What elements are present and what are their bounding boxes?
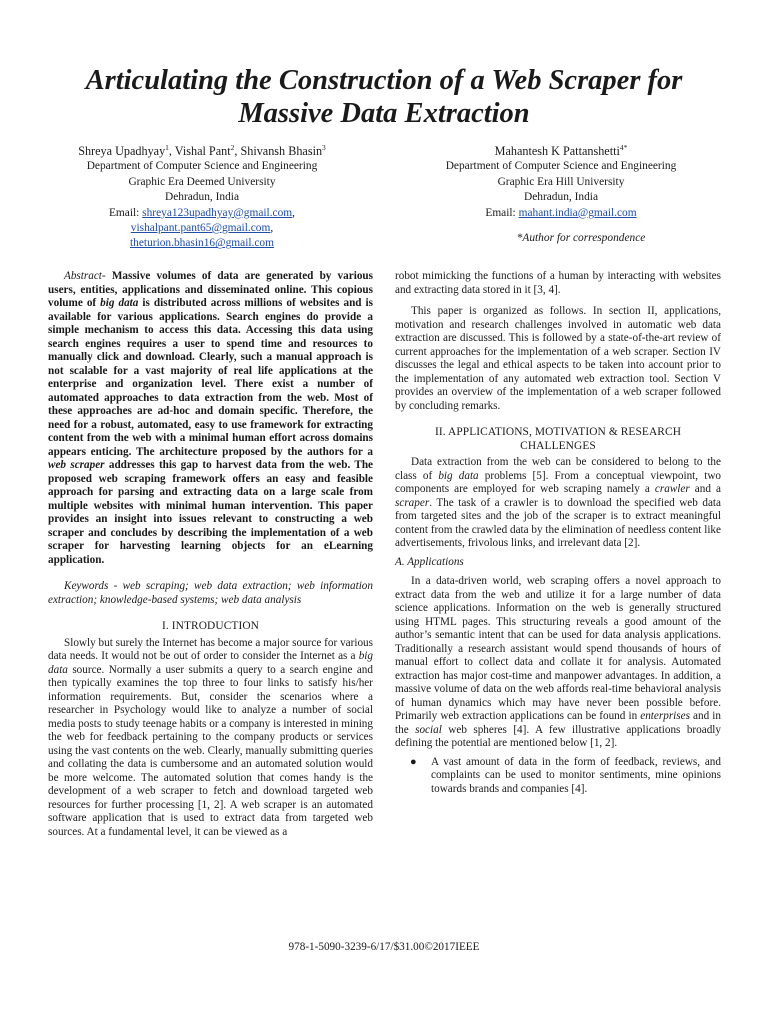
s2-text-4: . The task of a crawler is to download the specified web data from targeted sites and the job of the scraper is to extract meaningful content from the crawled data by the elimination of needless content like advertisements, frivolous links, and irrelevant data [2]. [395,496,721,549]
author-university-left: Graphic Era Deemed University [128,175,276,188]
email-link-1[interactable]: shreya123upadhyay@gmail.com [142,206,293,219]
abstract-italic-2: web scraper [48,459,105,471]
abstract-italic-1: big data [100,297,139,309]
author-university-right: Graphic Era Hill University [497,175,625,188]
section-heading-introduction: I. INTRODUCTION [161,620,260,632]
applications-bullet-list [395,756,721,797]
section2-paragraph [395,456,721,551]
email-link-2[interactable]: vishalpant.pant65@gmail.com [130,222,271,235]
author-department-left: Department of Computer Science and Engineering [86,160,318,173]
list-item [395,756,721,797]
author-department-right: Department of Computer Science and Engineering [445,160,677,173]
intro-text-2: source. Normally a user submits a query to a search engine and then typically examines the top three to four links to satisfy his/her information requirements. But, consider the scenarios where a researcher in Psychology would like to analyze a number of social media posts to study teenage habits or a company is interested in mining the web for feedback pertaining to the company products or services using the vast contents on the web. Clearly, manually submitting queries and collating the data is cumbersome and an automated solution would be more welcome. The automated solution that comes handy is the development of a web scraper to fetch and download targeted web resources for further processing [1, 2]. A web scraper is an automated software application that is used to extract data from targeted web sources. At a fundamental level, it can be viewed as a [48,663,373,838]
apps-text-3: web spheres [4]. A few illustrative applications broadly defining the potential are mentioned below [1, 2]. [395,723,721,749]
s2-text-2: problems [5]. From a conceptual viewpoint, two components are employed for web scraping namely a [395,469,721,495]
author-names-left [38,144,366,159]
author-names-right [396,144,726,159]
author-name-3: , Shivansh Bhasin [234,144,323,158]
section-heading-line-2: CHALLENGES [520,439,596,452]
s2-italic-2: crawler [654,483,690,495]
intro-italic: big data [48,650,373,676]
keywords: Keywords - web scraping; web data extraction; web information extraction; knowledge-based systems; web data analysis [48,580,373,606]
bullet-text: A vast amount of data in the form of feedback, reviews, and complaints can be used to monitor sentiments, mine opinions towards brands and companies [4]. [431,755,721,795]
author-name-1: Shreya Upadhyay [78,144,166,158]
paper-title-line-1: Articulating the Construction of a Web Scraper for [85,65,683,96]
author-name-2: , Vishal Pant [168,144,231,158]
email-link-4[interactable]: mahant.india@gmail.com [518,206,637,219]
abstract-lead: Abstract- [64,270,106,282]
author-sup-2: 2 [230,142,235,152]
email-label-right: Email: [485,206,519,219]
author-email-line-2 [38,221,366,236]
s2-text-3: and a [689,483,721,495]
s2-italic-3: scraper [395,496,430,509]
right-column [395,270,721,796]
organization-paragraph: This paper is organized as follows. In section II, applications, motivation and research challenges involved in automatic web data extraction are discussed. This is followed by a state-of-the-art review of current approaches for the implementation of a web scraper. Section IV discusses the legal and ethical aspects to be taken into account prior to the implementation of any automated web extraction tool. Section V provides an overview of the implementation of a web scraper followed by concluding remarks. [395,305,721,412]
email-comma-1: , [292,206,296,219]
author-email-line-3 [38,236,366,251]
apps-italic-1: enterprises [640,710,690,722]
author-block-left [38,144,366,252]
author-sup-4: 4* [619,142,628,152]
author-sup-1: 1 [165,142,169,152]
paper-title-line-2: Massive Data Extraction [238,98,530,129]
correspondence-note: *Author for correspondence [516,232,646,245]
email-label-left: Email: [108,206,143,219]
email-comma-2: , [270,222,274,235]
author-name-4: Mahantesh K Pattanshetti [494,144,620,158]
applications-paragraph [395,575,721,751]
subsection-heading-applications: A. Applications [395,555,464,568]
s2-italic-1: big data [438,469,479,482]
abstract [48,270,373,567]
abstract-text-3: addresses this gap to harvest data from the web. The proposed web scraping framework offers an easy and feasible approach for parsing and extracting data on a large scale from multiple websites with minimal human intervention. This paper provides an insight into issues relevant to constructing a web scraper and concludes by describing the implementation of a web scraper for harvesting learning objects for an eLearning application. [48,459,374,566]
author-block-right [396,144,726,246]
bullet-icon: ● [410,755,417,768]
email-link-3[interactable]: theturion.bhasin16@gmail.com [130,237,274,250]
apps-text-2: and in the [395,710,721,736]
author-location-right: Dehradun, India [523,191,598,204]
abstract-text-1: Massive volumes of data are generated by various users, entities, applications and disseminated online. This copious volume of [48,270,373,309]
author-email-line-right [396,206,726,221]
intro-text-1: Slowly but surely the Internet has become a major source for various data needs. It would not be out of order to consider the Internet as a [48,636,373,662]
abstract-text-2: is distributed across millions of websites and is available for various applications. Search engines do provide a simple mechanism to access this data. Accessing this data using search engines requires a user to spend time and resources to manually click and download. Clearly, such a manual approach is not scalable for a vast majority of real life applications at the enterprise and organization level. There exist a number of automated approaches to data extraction from the web. Most of these approaches are ad-hoc and domain specific. Therefore, the need for a robust, automated, easy to use framework for extracting content from the web with a minimal human effort across domains appears enticing. The architecture proposed by the authors for a [48,297,374,458]
footer-copyright: 978-1-5090-3239-6/17/$31.00©2017IEEE [288,941,480,953]
paper-title [30,64,738,130]
author-email-line-1 [38,206,366,221]
author-location-left: Dehradun, India [164,191,239,204]
apps-italic-2: social [415,723,442,736]
introduction-paragraph [48,637,373,840]
apps-text-1: In a data-driven world, web scraping offers a novel approach to extract data from the web and utilize it for a large number of data science applications. Information on the web is generally structured using HTML pages. This structuring reveals a good amount of the author’s semantic intent that can be used for data analysis applications. Traditionally a research assistant would spend thousands of hours of manual effort to collect data and collate it for analysis. Automated extraction has major cost-time and manpower advantages. In addition, a massive volume of data on the web affords real-time behavioral analysis of human dynamics which may have never been possible before. Primarily web extraction applications can be found in [395,575,721,722]
s2-text-1: Data extraction from the web can be considered to belong to the class of [395,456,721,482]
section-heading-applications [395,426,721,453]
continuation-paragraph: robot mimicking the functions of a human by interacting with websites and extracting data stored in it [3, 4]. [395,270,721,296]
section-heading-line-1: II. APPLICATIONS, MOTIVATION & RESEARCH [434,426,682,438]
author-sup-3: 3 [322,142,326,152]
left-column [48,270,373,839]
